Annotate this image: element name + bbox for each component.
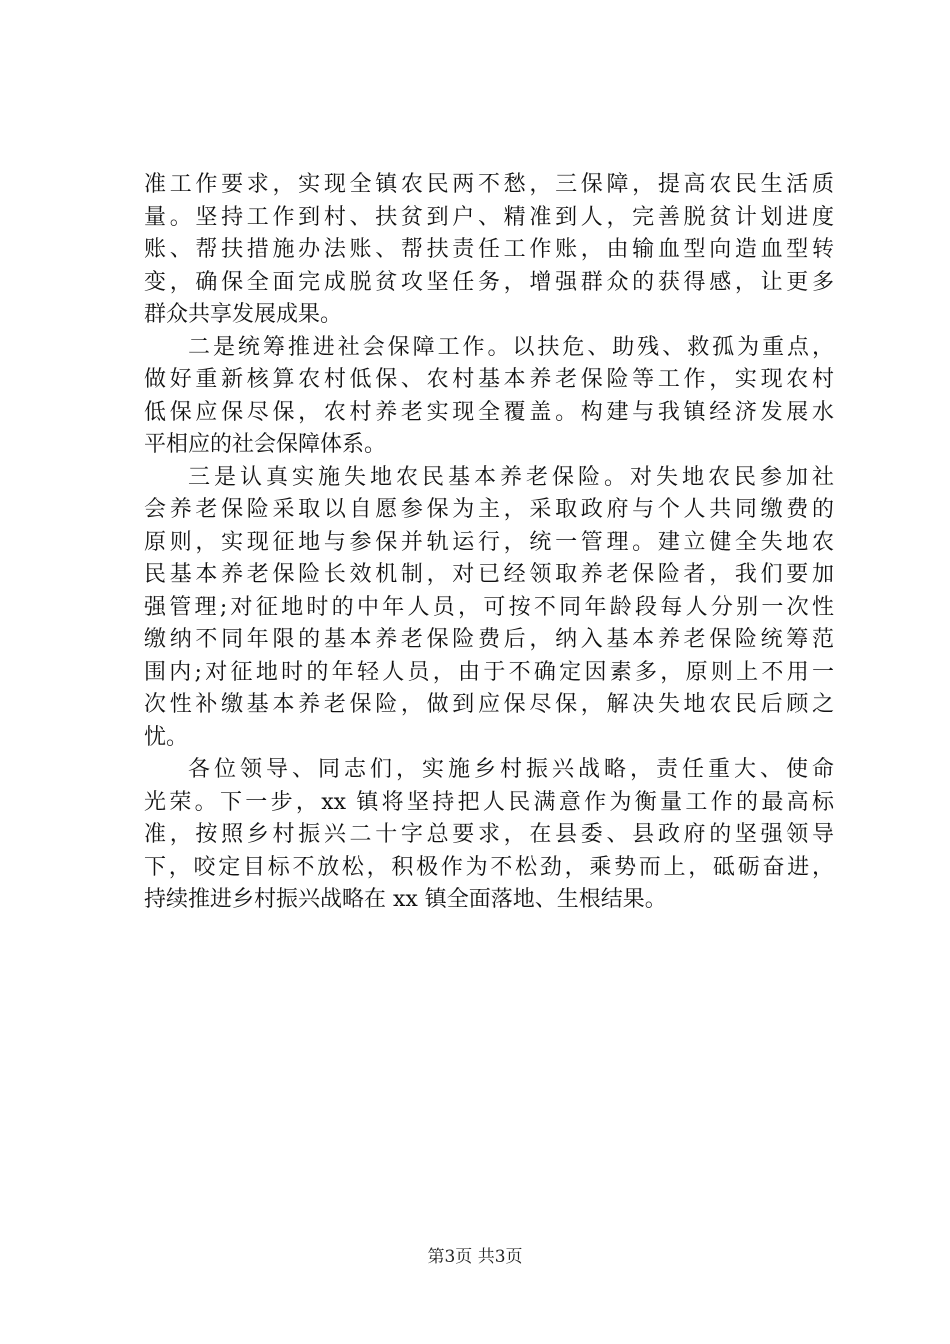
text-line: 光荣。下一步，xx 镇将坚持把人民满意作为衡量工作的最高标 xyxy=(144,789,834,815)
text-line: 低保应保尽保，农村养老实现全覆盖。构建与我镇经济发展水 xyxy=(144,399,834,425)
text-line: 二是统筹推进社会保障工作。以扶危、助残、救孤为重点， xyxy=(188,334,834,360)
text-line: 原则，实现征地与参保并轨运行，统一管理。建立健全失地农 xyxy=(144,529,834,555)
text-line: 平相应的社会保障体系。 xyxy=(144,432,387,457)
text-line: 下，咬定目标不放松，积极作为不松劲，乘势而上，砥砺奋进， xyxy=(144,854,834,880)
text-line: 变，确保全面完成脱贫攻坚任务，增强群众的获得感，让更多 xyxy=(144,269,834,295)
text-line: 缴纳不同年限的基本养老保险费后，纳入基本养老保险统筹范 xyxy=(144,627,834,652)
page-footer: 第3页 共3页 xyxy=(427,1247,523,1267)
text-line: 围内;对征地时的年轻人员，由于不确定因素多，原则上不用一 xyxy=(144,659,834,685)
text-line: 准工作要求，实现全镇农民两不愁，三保障，提高农民生活质 xyxy=(144,172,834,197)
text-line: 强管理;对征地时的中年人员，可按不同年龄段每人分别一次性 xyxy=(144,594,834,620)
text-line: 各位领导、同志们，实施乡村振兴战略，责任重大、使命 xyxy=(188,757,834,782)
text-line: 账、帮扶措施办法账、帮扶责任工作账，由输血型向造血型转 xyxy=(144,237,834,262)
text-line: 会养老保险采取以自愿参保为主，采取政府与个人共同缴费的 xyxy=(144,497,834,522)
text-line: 做好重新核算农村低保、农村基本养老保险等工作，实现农村 xyxy=(144,367,834,392)
text-line: 准，按照乡村振兴二十字总要求，在县委、县政府的坚强领导 xyxy=(144,822,834,847)
body-text xyxy=(144,169,834,917)
text-line: 量。坚持工作到村、扶贫到户、精准到人，完善脱贫计划进度 xyxy=(144,204,834,230)
text-line: 持续推进乡村振兴战略在 xx 镇全面落地、生根结果。 xyxy=(144,887,667,912)
text-line: 忧。 xyxy=(144,724,189,750)
text-line: 次性补缴基本养老保险，做到应保尽保，解决失地农民后顾之 xyxy=(144,692,834,717)
text-line: 三是认真实施失地农民基本养老保险。对失地农民参加社 xyxy=(188,464,834,490)
text-line: 民基本养老保险长效机制，对已经领取养老保险者，我们要加 xyxy=(144,562,834,587)
text-line: 群众共享发展成果。 xyxy=(144,302,343,327)
